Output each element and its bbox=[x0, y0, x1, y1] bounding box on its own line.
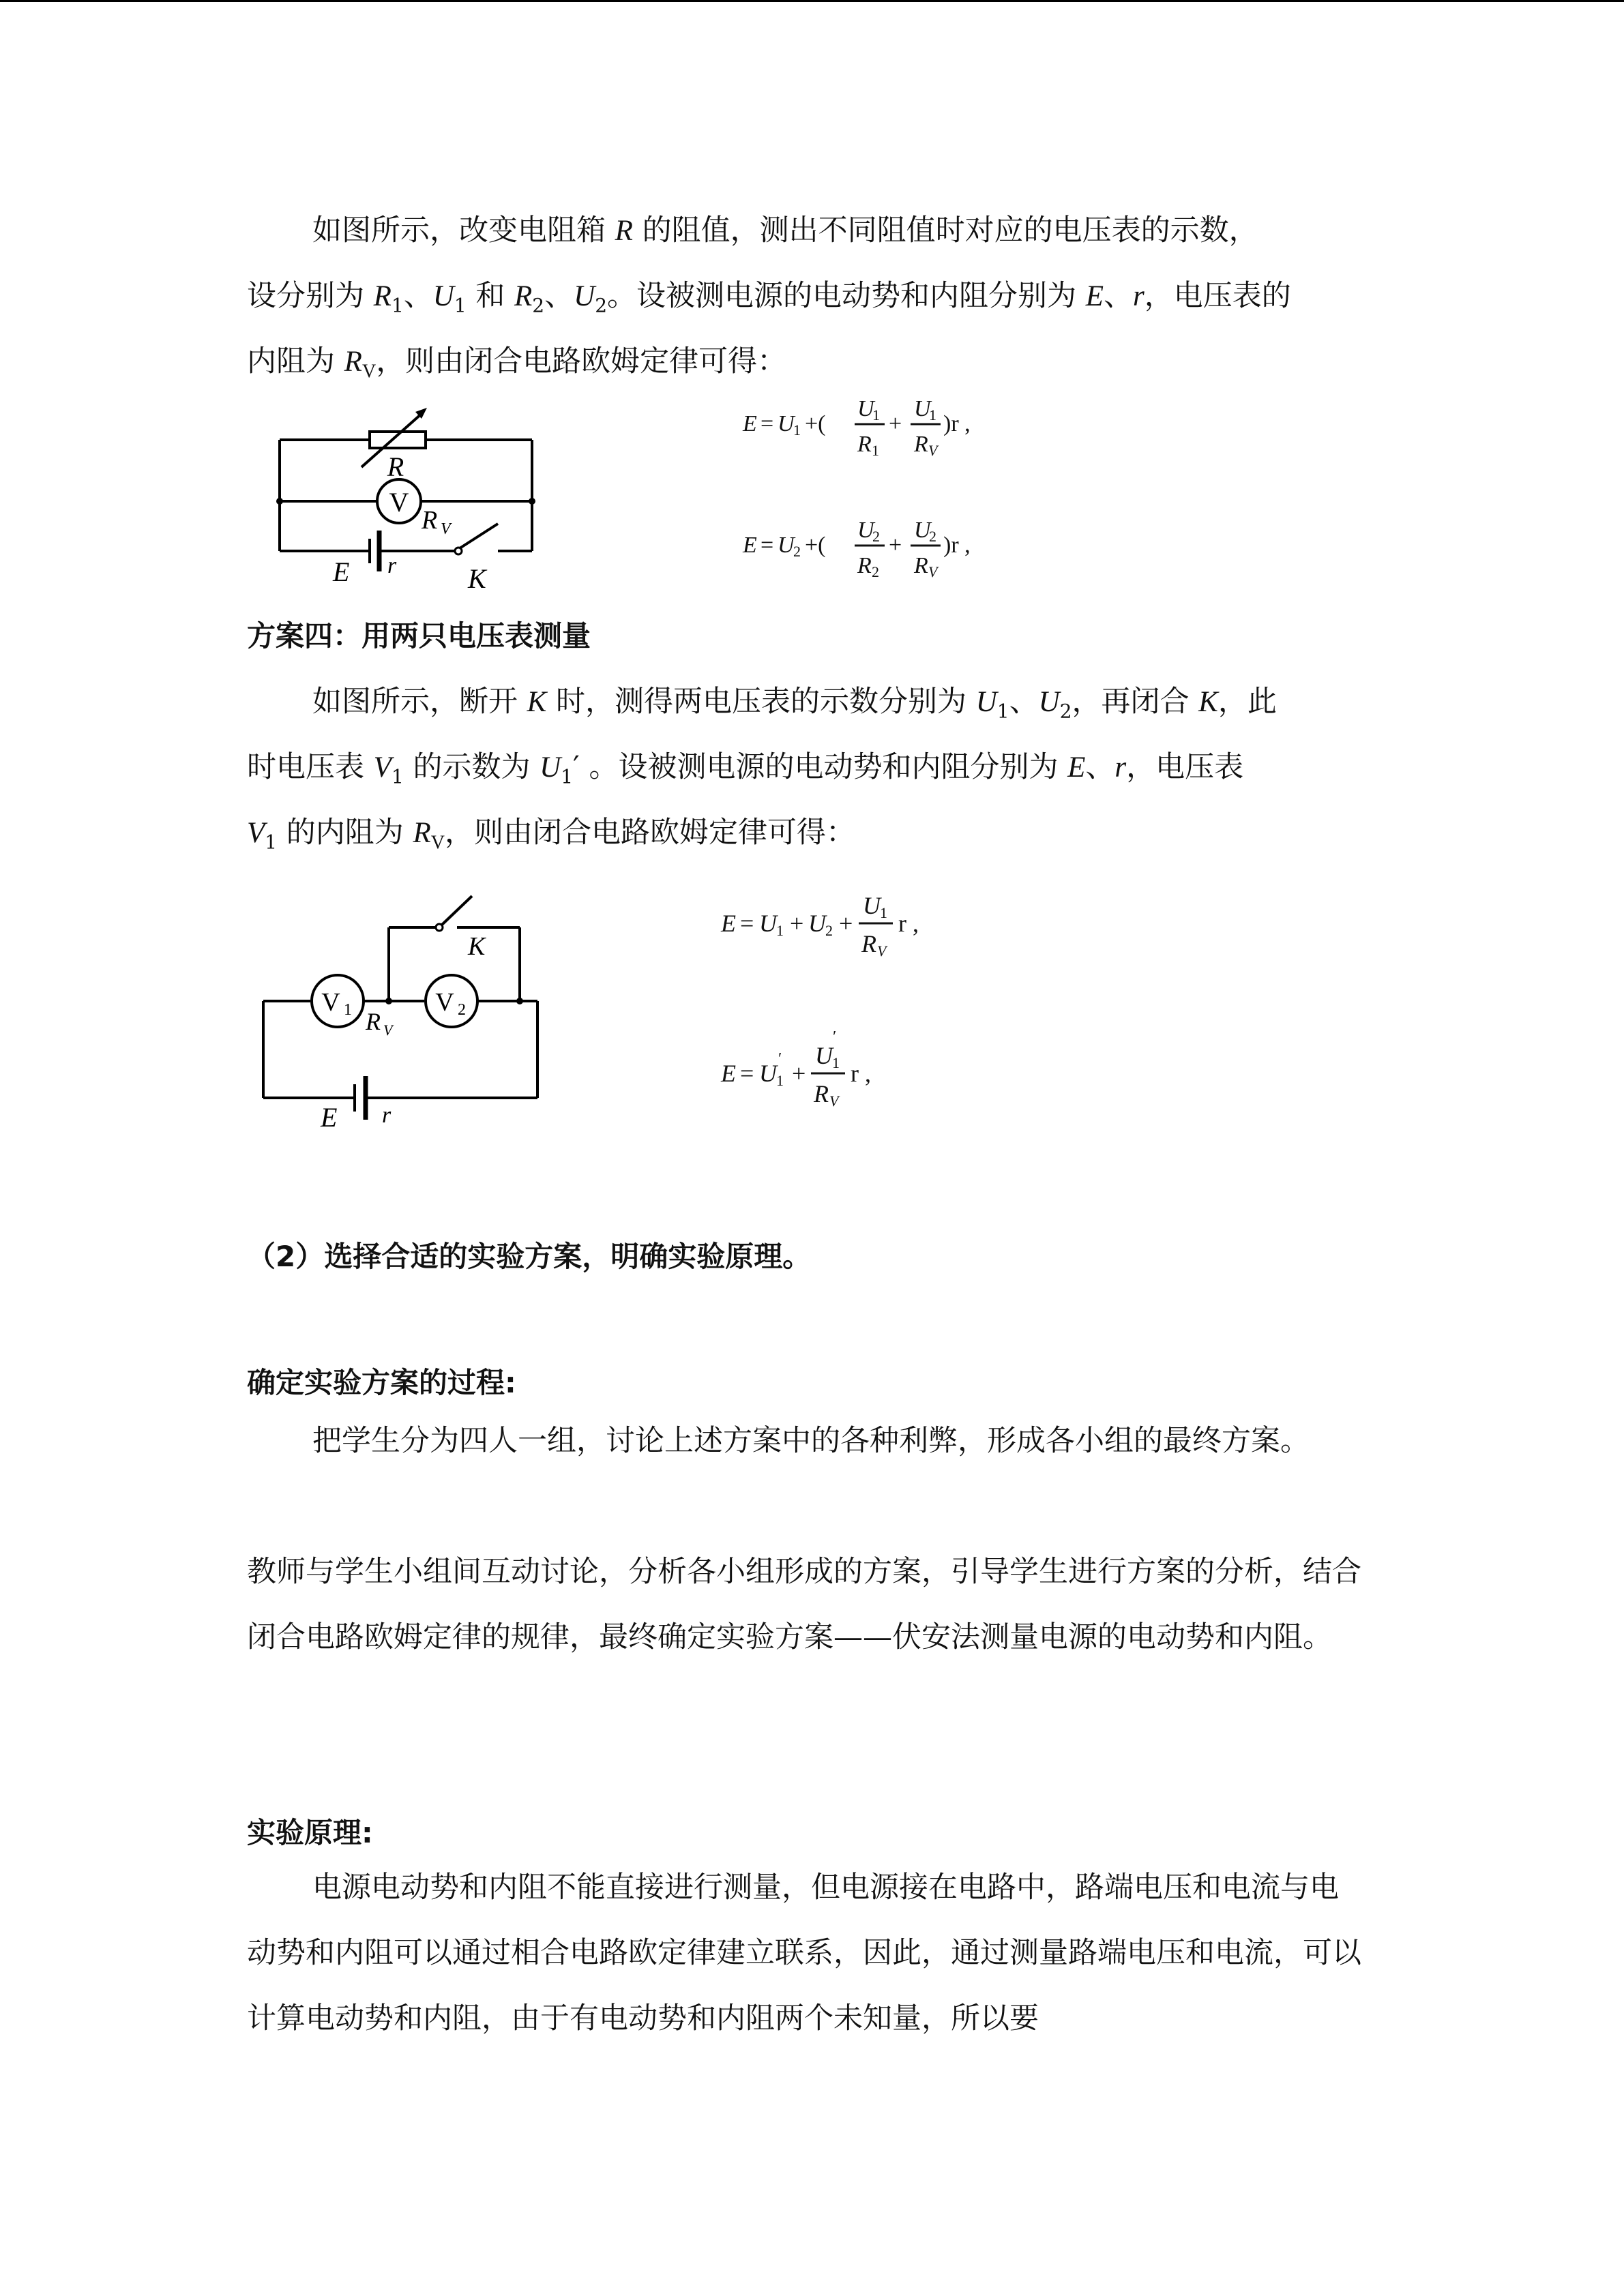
text: 、 bbox=[1085, 750, 1115, 784]
text: ，再闭合 bbox=[1072, 685, 1199, 719]
text: 的阻值，测出不同阻值时对应的电压表的示数， bbox=[632, 213, 1258, 248]
eq4-prime1: ′ bbox=[778, 1050, 782, 1068]
sub: 1 bbox=[454, 294, 467, 317]
label-R: R bbox=[387, 451, 404, 482]
eq1-den1: R bbox=[857, 432, 872, 457]
label-E: E bbox=[321, 1102, 338, 1133]
process-paragraph-2: 教师与学生小组间互动讨论，分析各小组形成的方案，引导学生进行方案的分析，结合闭合电路欧姆定律的规律，最终确定实验方案——伏安法测量电源的电动势和内阻。 bbox=[247, 1555, 1361, 1654]
eq3-r: r , bbox=[898, 910, 919, 937]
p2-line-1 bbox=[312, 679, 1277, 723]
eq1-E: E bbox=[743, 411, 757, 436]
var-RV: R bbox=[413, 817, 431, 849]
eq2-U: U bbox=[778, 533, 795, 558]
text: 时，测得两电压表的示数分别为 bbox=[546, 685, 976, 719]
eq2-num1-sub: 2 bbox=[872, 528, 880, 545]
page-top-border bbox=[0, 0, 1624, 2]
sub: 1 bbox=[391, 294, 404, 317]
var-U2: U bbox=[1038, 686, 1060, 718]
eq1-plus: +( bbox=[805, 411, 826, 436]
var-U1: U bbox=[432, 280, 454, 312]
eq1-U: U bbox=[778, 411, 795, 436]
eq4-num-sub: 1 bbox=[832, 1054, 840, 1071]
var-R1: R bbox=[373, 280, 392, 312]
eq4-den: R bbox=[814, 1080, 829, 1107]
eq2-equals: = bbox=[761, 533, 774, 558]
text: 、 bbox=[544, 279, 574, 313]
text: 和 bbox=[466, 279, 515, 313]
label-V2: V bbox=[435, 988, 454, 1017]
eq4-U1: U bbox=[759, 1060, 777, 1087]
label-r: r bbox=[387, 553, 397, 578]
circuit-diagram-2 bbox=[252, 886, 552, 1139]
eq2-num1: U bbox=[857, 518, 874, 543]
var-V1: V bbox=[373, 751, 392, 784]
sub: 1 bbox=[561, 765, 574, 788]
var-K: K bbox=[1198, 686, 1218, 718]
label-V2-sub: 2 bbox=[458, 1001, 466, 1019]
eq1-plus2: + bbox=[889, 411, 902, 436]
text: 内阻为 bbox=[247, 344, 344, 378]
eq2-den1: R bbox=[857, 553, 872, 578]
eq4-r: r , bbox=[851, 1060, 871, 1087]
eq3-equals: = bbox=[740, 910, 754, 937]
var-E: E bbox=[1085, 280, 1104, 312]
var-U2: U bbox=[574, 280, 595, 312]
eq1-num1-sub: 1 bbox=[872, 406, 880, 423]
text: 、 bbox=[403, 279, 433, 313]
label-K: K bbox=[468, 563, 486, 594]
eq1-num1: U bbox=[857, 396, 874, 421]
eq1-num2: U bbox=[914, 396, 931, 421]
text: ，电压表的 bbox=[1144, 279, 1291, 313]
text: 的示数为 bbox=[403, 750, 540, 784]
var-R2: R bbox=[514, 280, 533, 312]
text: 。设被测电源的电动势和内阻分别为 bbox=[579, 750, 1068, 784]
text: ，此 bbox=[1217, 685, 1277, 719]
sub: V bbox=[430, 832, 445, 854]
eq1-equals: = bbox=[761, 411, 774, 436]
label-RV-sub: V bbox=[383, 1022, 393, 1039]
label-V: V bbox=[389, 487, 409, 518]
equations-2 bbox=[720, 880, 1006, 1125]
text: 时电压表 bbox=[247, 750, 374, 784]
var-U1-prime: U bbox=[540, 751, 561, 784]
text: ，电压表 bbox=[1126, 750, 1244, 784]
var-R: R bbox=[615, 215, 633, 247]
eq3-U1-sub: 1 bbox=[776, 922, 784, 939]
sub: 2 bbox=[532, 294, 545, 317]
eq3-U1: U bbox=[759, 910, 777, 937]
eq2-plus2: + bbox=[889, 533, 902, 558]
text: 。设被测电源的电动势和内阻分别为 bbox=[607, 279, 1086, 313]
eq1-U-sub: 1 bbox=[793, 421, 801, 438]
var-r: r bbox=[1132, 280, 1145, 312]
p1-line-3 bbox=[247, 338, 786, 383]
heading-scheme-4: 方案四：用两只电压表测量 bbox=[247, 619, 591, 653]
eq3-num-sub: 1 bbox=[880, 904, 887, 921]
eq2-plus: +( bbox=[805, 533, 826, 558]
var-V1: V bbox=[247, 817, 265, 849]
eq2-den2: R bbox=[914, 553, 928, 578]
var-K: K bbox=[527, 686, 547, 718]
eq2-close: )r , bbox=[943, 533, 971, 558]
eq3-num: U bbox=[863, 892, 881, 919]
eq2-num2: U bbox=[914, 518, 931, 543]
sub: V bbox=[361, 361, 377, 383]
equations-1 bbox=[740, 389, 1027, 593]
heading-process: 确定实验方案的过程: bbox=[247, 1366, 516, 1399]
label-E: E bbox=[333, 556, 350, 587]
label-RV-sub: V bbox=[441, 520, 451, 538]
principle-paragraph: 电源电动势和内阻不能直接进行测量，但电源接在电路中，路端电压和电流与电动势和内阻可以通过相合电路欧定律建立联系，因此，通过测量路端电压和电流，可以计算电动势和内阻，由于有电动势和内阻两个未知量，所以要 bbox=[247, 1870, 1361, 2036]
eq4-plus: + bbox=[792, 1060, 806, 1087]
text: 如图所示，断开 bbox=[312, 685, 527, 719]
sub: 1 bbox=[996, 700, 1009, 723]
text: 、 bbox=[1009, 685, 1039, 719]
eq4-prime2: ′ bbox=[833, 1028, 837, 1046]
eq4-num: U bbox=[815, 1042, 833, 1069]
process-paragraph-1: 把学生分为四人一组，讨论上述方案中的各种利弊，形成各小组的最终方案。 bbox=[312, 1424, 1310, 1458]
eq3-U2: U bbox=[808, 910, 826, 937]
section-2-heading: （2）选择合适的实验方案，明确实验原理。 bbox=[247, 1240, 812, 1273]
label-RV: R bbox=[366, 1008, 381, 1035]
text: 如图所示，改变电阻箱 bbox=[312, 213, 615, 248]
sub: 2 bbox=[595, 294, 608, 317]
eq2-den2-sub: V bbox=[928, 563, 938, 580]
sub: 1 bbox=[391, 765, 404, 788]
p2-line-3 bbox=[247, 809, 855, 854]
text: 、 bbox=[1103, 279, 1133, 313]
eq2-num2-sub: 2 bbox=[929, 528, 936, 545]
var-r: r bbox=[1114, 751, 1127, 784]
text: ，则由闭合电路欧姆定律可得： bbox=[444, 816, 855, 850]
p1-line-2 bbox=[247, 273, 1291, 317]
circuit-diagram-1 bbox=[259, 402, 546, 600]
var-RV: R bbox=[344, 346, 362, 378]
label-V1: V bbox=[321, 988, 340, 1017]
var-U1: U bbox=[975, 686, 997, 718]
text: 设分别为 bbox=[247, 279, 374, 313]
eq3-U2-sub: 2 bbox=[825, 922, 833, 939]
eq2-den1-sub: 2 bbox=[872, 563, 879, 580]
heading-principle: 实验原理: bbox=[247, 1816, 373, 1849]
eq1-close: )r , bbox=[943, 411, 971, 436]
eq3-plus2: + bbox=[839, 910, 853, 937]
eq1-den2: R bbox=[914, 432, 928, 457]
label-K: K bbox=[468, 932, 486, 961]
eq4-den-sub: V bbox=[829, 1092, 839, 1109]
eq3-E: E bbox=[721, 910, 736, 937]
p2-line-2 bbox=[247, 744, 1243, 788]
eq2-U-sub: 2 bbox=[793, 543, 801, 560]
eq1-den1-sub: 1 bbox=[872, 442, 879, 459]
eq3-plus1: + bbox=[790, 910, 804, 937]
p1-line-1 bbox=[312, 207, 1258, 249]
label-r: r bbox=[382, 1103, 392, 1128]
text: ，则由闭合电路欧姆定律可得： bbox=[376, 344, 787, 378]
eq4-equals: = bbox=[740, 1060, 754, 1087]
label-RV: R bbox=[422, 506, 438, 535]
sub: 1 bbox=[265, 831, 278, 854]
label-V1-sub: 1 bbox=[344, 1001, 352, 1019]
eq1-den2-sub: V bbox=[928, 442, 938, 459]
sub: 2 bbox=[1059, 700, 1072, 723]
prime: ′ bbox=[573, 750, 580, 784]
var-E: E bbox=[1067, 751, 1086, 784]
eq4-U1-sub: 1 bbox=[776, 1072, 784, 1089]
text: 的内阻为 bbox=[277, 816, 413, 850]
eq4-E: E bbox=[721, 1060, 736, 1087]
eq3-den-sub: V bbox=[877, 942, 887, 959]
eq1-num2-sub: 1 bbox=[929, 406, 936, 423]
eq3-den: R bbox=[861, 930, 876, 957]
eq2-E: E bbox=[743, 533, 757, 558]
